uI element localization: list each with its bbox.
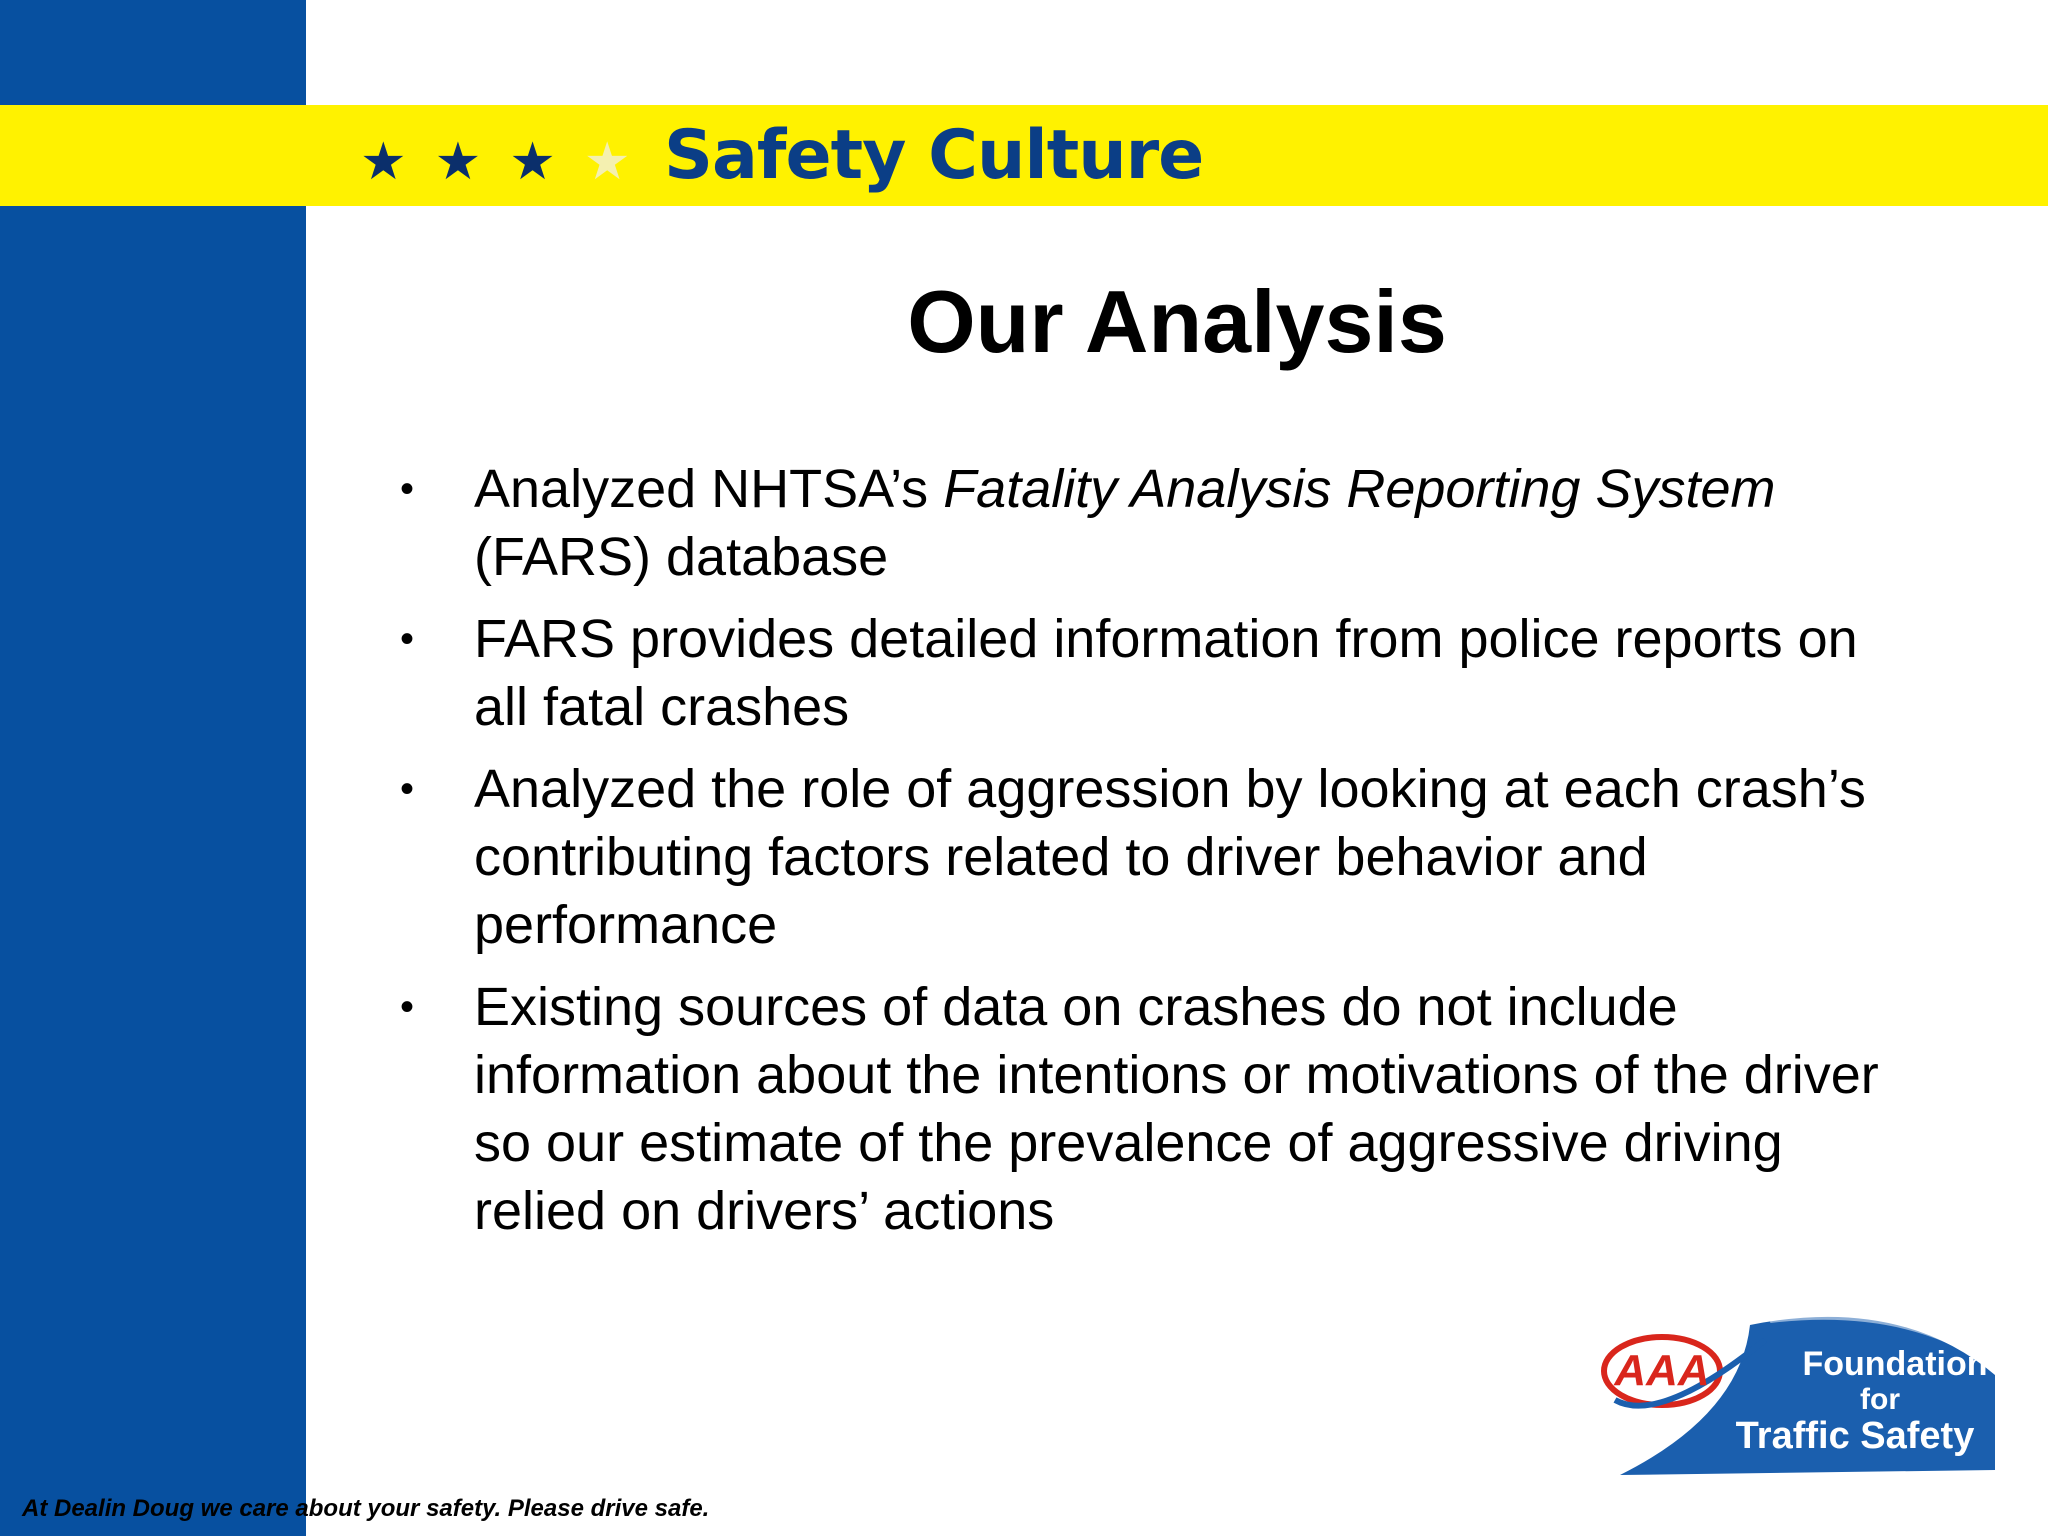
bullet-item [400,455,1900,591]
logo-line-2: for [1860,1383,1900,1416]
footer-note: At Dealin Doug we care about your safety. Please drive safe. [22,1495,710,1522]
bullet-text: Existing sources of data on crashes do not include information about the intentions or motivations of the driver so our estimate of the prevalence of aggressive driving relied on drivers’ actions [474,977,1879,1241]
banner-stars [360,126,631,198]
bullet-icon: • [400,467,415,511]
bullet-text: Analyzed NHTSA’s [474,459,944,519]
star-icon: ★ [434,133,482,191]
banner-title: Safety Culture [664,116,1204,195]
slide-title: Our Analysis [907,272,1447,371]
bullet-icon: • [400,985,415,1029]
bullet-text: FARS provides detailed information from police reports on all fatal crashes [474,609,1858,737]
bullet-text-italic: Fatality Analysis Reporting System [943,459,1776,519]
logo-line-3: Traffic Safety [1735,1415,1975,1457]
left-blue-bar [0,0,306,1536]
bullet-text: Analyzed the role of aggression by looking at each crash’s contributing factors related to driver behavior and performance [474,759,1866,955]
star-icon: ★ [360,133,407,191]
bullet-item [400,605,1900,741]
bullet-list [400,455,1900,1259]
bullet-text: (FARS) database [474,527,889,587]
aaa-foundation-logo [1600,1305,2000,1480]
bullet-item [400,755,1900,959]
star-icon: ★ [583,133,631,191]
logo-brand: AAA [1614,1346,1710,1395]
bullet-item [400,973,1900,1245]
bullet-icon: • [400,617,415,661]
bullet-icon: • [400,767,415,811]
logo-line-1: Foundation [1802,1345,1988,1383]
star-icon: ★ [509,133,556,191]
